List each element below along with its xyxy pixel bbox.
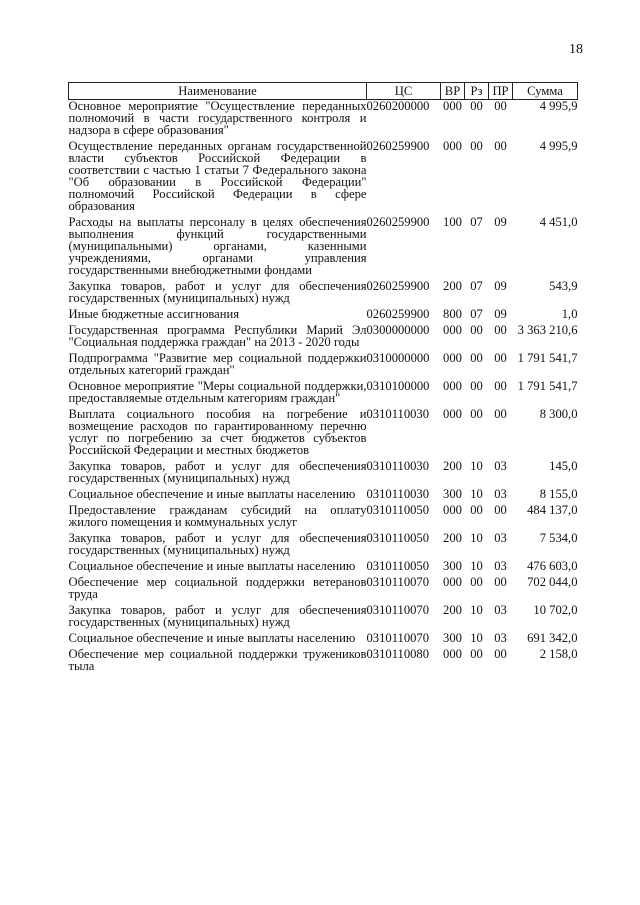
cell-sum: 145,0: [549, 459, 578, 473]
cell-rz: 00: [470, 575, 483, 589]
table-header: [69, 83, 578, 100]
cell-vr: 800: [443, 307, 462, 321]
table-row: [69, 504, 578, 532]
cell-cs: 0310110050: [366, 531, 430, 545]
column-header-cs: ЦС: [367, 83, 441, 100]
cell-vr: 000: [443, 99, 462, 113]
cell-rz: 00: [470, 139, 483, 153]
cell-sum: 691 342,0: [527, 631, 578, 645]
cell-sum: 1,0: [561, 307, 578, 321]
cell-rz: 10: [470, 603, 483, 617]
cell-cs: 0310110030: [366, 487, 430, 501]
cell-pr: 03: [494, 631, 507, 645]
cell-sum: 7 534,0: [539, 531, 578, 545]
cell-sum: 4 451,0: [539, 215, 578, 229]
cell-sum: 4 995,9: [539, 139, 578, 153]
table-row: [69, 352, 578, 380]
column-header-pr: ПР: [489, 83, 513, 100]
cell-pr: 03: [494, 531, 507, 545]
cell-cs: 0260200000: [366, 99, 430, 113]
table-row: [69, 576, 578, 604]
cell-pr: 09: [494, 215, 507, 229]
cell-pr: 00: [494, 647, 507, 661]
cell-vr: 000: [443, 323, 462, 337]
cell-name: Расходы на выплаты персоналу в целях обеспечения выполнения функций государственными (муниципальными) органами, казенными учреждениями, органами управления государственными внебюджетными фондами: [68, 215, 367, 277]
cell-sum: 8 300,0: [539, 407, 578, 421]
cell-name: Закупка товаров, работ и услуг для обеспечения государственных (муниципальных) нужд: [68, 531, 367, 557]
cell-name: Государственная программа Республики Марий Эл "Социальная поддержка граждан" на 2013 - 2020 годы: [68, 323, 367, 349]
cell-name: Подпрограмма "Развитие мер социальной поддержки отдельных категорий граждан": [68, 351, 367, 377]
cell-cs: 0310110070: [366, 631, 430, 645]
cell-pr: 03: [494, 459, 507, 473]
column-header-name: Наименование: [69, 83, 367, 100]
cell-vr: 000: [443, 647, 462, 661]
cell-vr: 000: [443, 351, 462, 365]
table-row: [69, 100, 578, 141]
cell-pr: 03: [494, 559, 507, 573]
column-header-rz: Рз: [465, 83, 489, 100]
table-row: [69, 648, 578, 676]
table-row: [69, 460, 578, 488]
column-header-vr: ВР: [441, 83, 465, 100]
column-header-sum: Сумма: [513, 83, 578, 100]
cell-rz: 00: [470, 647, 483, 661]
cell-rz: 10: [470, 459, 483, 473]
cell-sum: 476 603,0: [527, 559, 578, 573]
cell-vr: 200: [443, 531, 462, 545]
cell-pr: 00: [494, 503, 507, 517]
cell-name: Выплата социального пособия на погребение и возмещение расходов по гарантированному перечню услуг по погребению за счет бюджетов субъектов Российской Федерации и местных бюджетов: [68, 407, 367, 457]
cell-vr: 200: [443, 459, 462, 473]
cell-pr: 09: [494, 307, 507, 321]
cell-cs: 0310000000: [366, 351, 430, 365]
cell-pr: 00: [494, 575, 507, 589]
cell-pr: 03: [494, 603, 507, 617]
page-number: 18: [569, 42, 583, 57]
table-row: [69, 532, 578, 560]
cell-vr: 000: [443, 139, 462, 153]
cell-pr: 09: [494, 279, 507, 293]
cell-cs: 0260259900: [366, 279, 430, 293]
cell-name: Закупка товаров, работ и услуг для обеспечения государственных (муниципальных) нужд: [68, 279, 367, 305]
cell-pr: 00: [494, 351, 507, 365]
table-row: [69, 324, 578, 352]
table-row: [69, 280, 578, 308]
cell-sum: 3 363 210,6: [517, 323, 578, 337]
cell-rz: 07: [470, 307, 483, 321]
cell-rz: 00: [470, 323, 483, 337]
cell-pr: 00: [494, 407, 507, 421]
cell-sum: 484 137,0: [527, 503, 578, 517]
cell-vr: 000: [443, 407, 462, 421]
cell-vr: 200: [443, 279, 462, 293]
table-row: [69, 216, 578, 280]
table-row: [69, 560, 578, 576]
cell-pr: 00: [494, 99, 507, 113]
cell-rz: 07: [470, 215, 483, 229]
cell-vr: 000: [443, 379, 462, 393]
cell-cs: 0300000000: [366, 323, 430, 337]
cell-rz: 10: [470, 531, 483, 545]
cell-cs: 0310110030: [366, 407, 430, 421]
cell-vr: 000: [443, 575, 462, 589]
table-body: [69, 100, 578, 677]
cell-sum: 8 155,0: [539, 487, 578, 501]
cell-name: Обеспечение мер социальной поддержки тружеников тыла: [68, 647, 367, 673]
cell-pr: 00: [494, 379, 507, 393]
cell-name: Осуществление переданных органам государственной власти субъектов Российской Федерации в соответствии с частью 1 статьи 7 Федерального закона "Об образовании в Российской Федерации" полномочий Российской Федерации в сфере образования: [68, 139, 367, 213]
cell-rz: 10: [470, 631, 483, 645]
cell-name: Обеспечение мер социальной поддержки ветеранов труда: [68, 575, 367, 601]
cell-cs: 0310110070: [366, 575, 430, 589]
cell-sum: 1 791 541,7: [517, 351, 578, 365]
cell-rz: 00: [470, 99, 483, 113]
cell-rz: 00: [470, 407, 483, 421]
cell-rz: 07: [470, 279, 483, 293]
cell-cs: 0260259900: [366, 307, 430, 321]
cell-name: Предоставление гражданам субсидий на оплату жилого помещения и коммунальных услуг: [68, 503, 367, 529]
cell-vr: 100: [443, 215, 462, 229]
cell-name: Закупка товаров, работ и услуг для обеспечения государственных (муниципальных) нужд: [68, 603, 367, 629]
cell-sum: 10 702,0: [533, 603, 578, 617]
cell-pr: 00: [494, 323, 507, 337]
cell-cs: 0310110050: [366, 559, 430, 573]
cell-rz: 10: [470, 559, 483, 573]
cell-vr: 300: [443, 631, 462, 645]
cell-vr: 200: [443, 603, 462, 617]
cell-name: Социальное обеспечение и иные выплаты населению: [68, 487, 356, 501]
cell-vr: 000: [443, 503, 462, 517]
cell-name: Основное мероприятие "Меры социальной поддержки, предоставляемые отдельным категориям граждан": [68, 379, 367, 405]
cell-sum: 543,9: [549, 279, 578, 293]
cell-vr: 300: [443, 559, 462, 573]
cell-pr: 00: [494, 139, 507, 153]
cell-name: Социальное обеспечение и иные выплаты населению: [68, 631, 356, 645]
table-row: [69, 408, 578, 460]
budget-table: [68, 82, 578, 676]
cell-sum: 1 791 541,7: [517, 379, 578, 393]
cell-name: Иные бюджетные ассигнования: [68, 307, 240, 321]
table-row: [69, 308, 578, 324]
table-row: [69, 140, 578, 216]
cell-name: Основное мероприятие "Осуществление переданных полномочий в части государственного контроля и надзора в сфере образования": [68, 99, 367, 137]
header-row: [69, 83, 578, 100]
table-row: [69, 380, 578, 408]
cell-name: Закупка товаров, работ и услуг для обеспечения государственных (муниципальных) нужд: [68, 459, 367, 485]
cell-cs: 0310110030: [366, 459, 430, 473]
cell-rz: 00: [470, 351, 483, 365]
cell-pr: 03: [494, 487, 507, 501]
cell-cs: 0310100000: [366, 379, 430, 393]
cell-rz: 00: [470, 379, 483, 393]
cell-vr: 300: [443, 487, 462, 501]
table-row: [69, 632, 578, 648]
table-row: [69, 488, 578, 504]
cell-cs: 0260259900: [366, 215, 430, 229]
table-row: [69, 604, 578, 632]
cell-rz: 10: [470, 487, 483, 501]
cell-cs: 0310110070: [366, 603, 430, 617]
cell-rz: 00: [470, 503, 483, 517]
cell-cs: 0310110050: [366, 503, 430, 517]
cell-name: Социальное обеспечение и иные выплаты населению: [68, 559, 356, 573]
cell-sum: 4 995,9: [539, 99, 578, 113]
cell-sum: 2 158,0: [539, 647, 578, 661]
cell-sum: 702 044,0: [527, 575, 578, 589]
cell-cs: 0260259900: [366, 139, 430, 153]
cell-cs: 0310110080: [366, 647, 430, 661]
